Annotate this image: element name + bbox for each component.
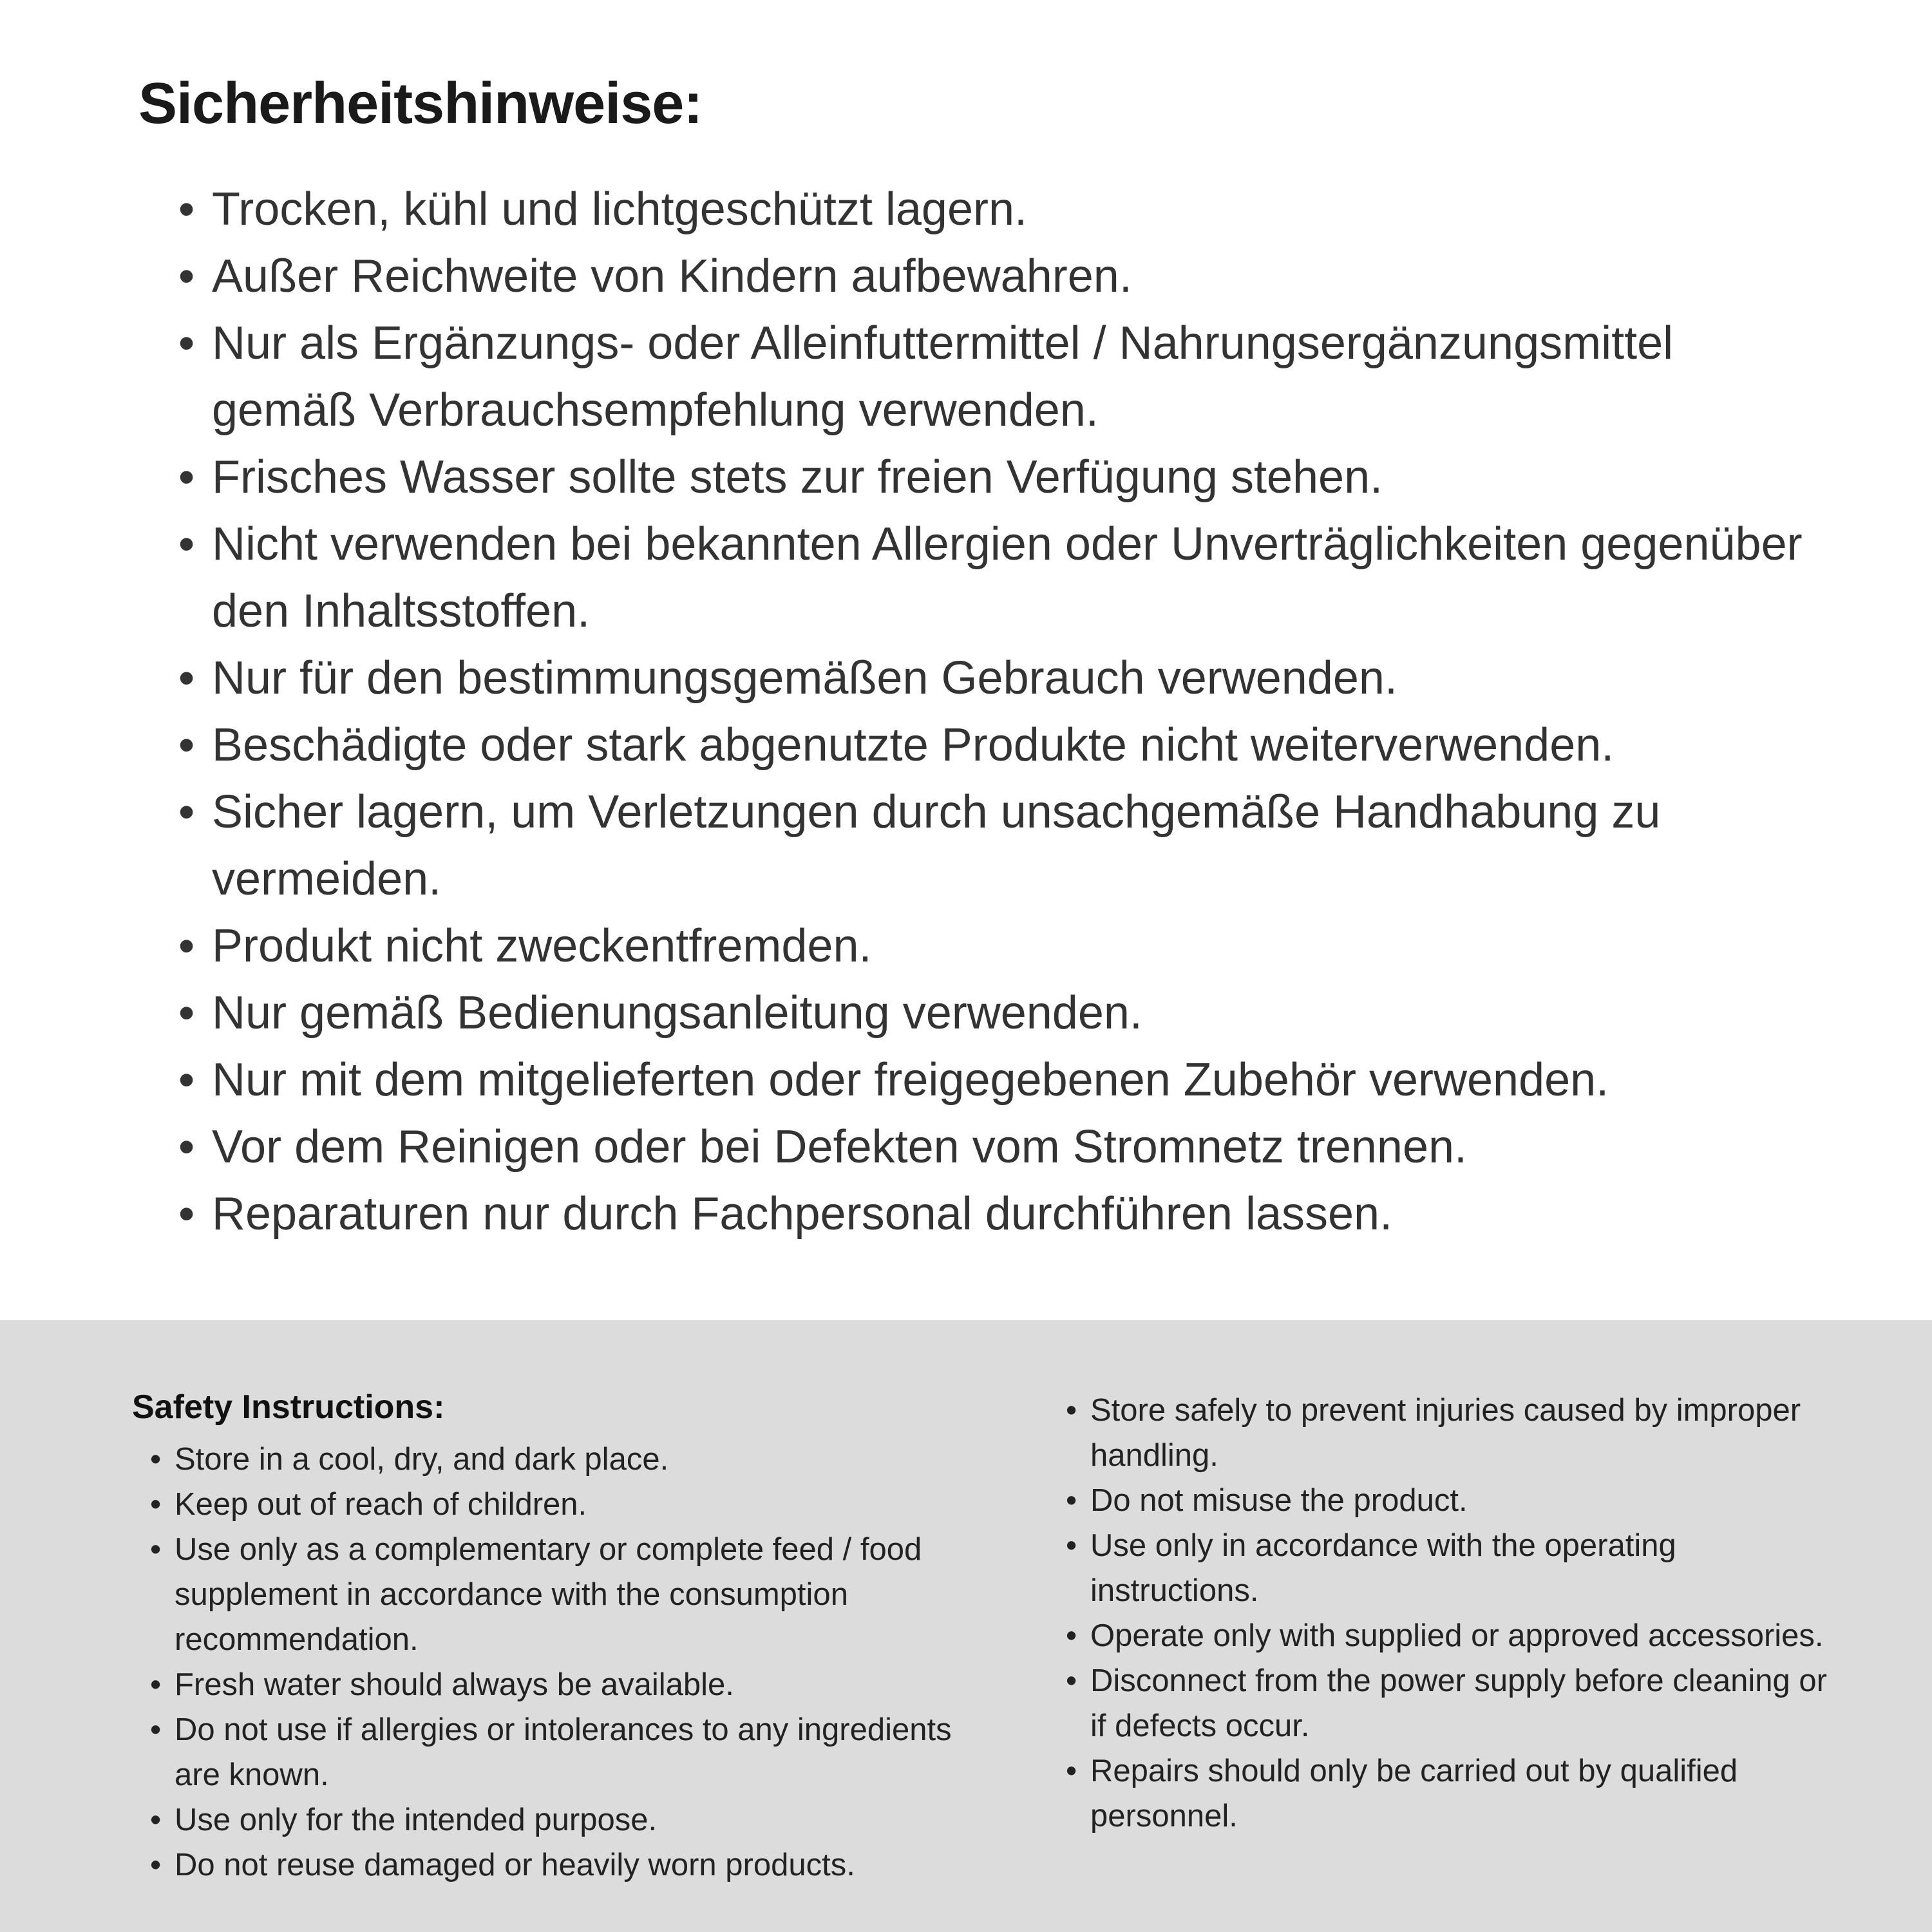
list-item bbox=[178, 444, 1814, 511]
list-item-text: Frisches Wasser sollte stets zur freien Verfügung stehen. bbox=[212, 451, 1383, 503]
bullet-marker: • bbox=[150, 1848, 162, 1882]
list-item bbox=[150, 1437, 998, 1482]
list-item bbox=[178, 1046, 1814, 1113]
english-left-column bbox=[132, 1388, 998, 1888]
bullet-marker: • bbox=[178, 1054, 195, 1106]
english-safety-list-left bbox=[150, 1437, 998, 1888]
bullet-marker: • bbox=[178, 786, 195, 838]
list-item bbox=[178, 779, 1814, 913]
list-item bbox=[178, 243, 1814, 310]
list-item bbox=[150, 1797, 998, 1842]
bullet-marker: • bbox=[150, 1532, 162, 1567]
list-item-text: Trocken, kühl und lichtgeschützt lagern. bbox=[212, 184, 1028, 235]
list-item-text: Store in a cool, dry, and dark place. bbox=[175, 1442, 669, 1477]
bullet-marker: • bbox=[178, 987, 195, 1039]
list-item-text: Produkt nicht zweckentfremden. bbox=[212, 920, 872, 972]
bullet-marker: • bbox=[178, 1188, 195, 1240]
bullet-marker: • bbox=[150, 1667, 162, 1702]
list-item bbox=[1066, 1613, 1848, 1658]
list-item bbox=[178, 511, 1814, 645]
list-item bbox=[178, 913, 1814, 980]
list-item-text: Nicht verwenden bei bekannten Allergien oder Unverträglichkeiten gegenüber den Inhaltsstoffen. bbox=[212, 518, 1803, 637]
list-item bbox=[178, 712, 1814, 779]
list-item bbox=[178, 310, 1814, 444]
list-item-text: Außer Reichweite von Kindern aufbewahren. bbox=[212, 251, 1132, 302]
list-item-text: Repairs should only be carried out by qualified personnel. bbox=[1090, 1754, 1738, 1833]
bullet-marker: • bbox=[178, 1121, 195, 1173]
bullet-marker: • bbox=[1066, 1393, 1077, 1428]
list-item-text: Operate only with supplied or approved accessories. bbox=[1090, 1618, 1824, 1653]
list-item-text: Nur als Ergänzungs- oder Alleinfuttermittel / Nahrungsergänzungsmittel gemäß Verbrauchsempfehlung verwenden. bbox=[212, 317, 1674, 436]
list-item bbox=[178, 1180, 1814, 1247]
list-item bbox=[150, 1842, 998, 1888]
bullet-marker: • bbox=[178, 652, 195, 704]
safety-notes-english-section bbox=[0, 1320, 1932, 1932]
list-item bbox=[1066, 1388, 1848, 1478]
bullet-marker: • bbox=[178, 920, 195, 972]
list-item-text: Sicher lagern, um Verletzungen durch unsachgemäße Handhabung zu vermeiden. bbox=[212, 786, 1661, 905]
bullet-marker: • bbox=[1066, 1483, 1077, 1518]
list-item-text: Keep out of reach of children. bbox=[175, 1487, 587, 1522]
bullet-marker: • bbox=[150, 1803, 162, 1837]
bullet-marker: • bbox=[178, 451, 195, 503]
bullet-marker: • bbox=[150, 1712, 162, 1747]
english-safety-list-right bbox=[1066, 1388, 1848, 1839]
list-item bbox=[178, 176, 1814, 243]
bullet-marker: • bbox=[178, 719, 195, 771]
german-section-title: Sicherheitshinweise: bbox=[138, 71, 703, 136]
list-item-text: Use only as a complementary or complete feed / food supplement in accordance with the consumption recommendation. bbox=[175, 1532, 922, 1657]
list-item-text: Do not reuse damaged or heavily worn products. bbox=[175, 1848, 855, 1882]
list-item bbox=[1066, 1748, 1848, 1839]
list-item-text: Use only in accordance with the operating instructions. bbox=[1090, 1528, 1676, 1608]
bullet-marker: • bbox=[178, 184, 195, 235]
list-item-text: Disconnect from the power supply before cleaning or if defects occur. bbox=[1090, 1663, 1827, 1743]
bullet-marker: • bbox=[178, 251, 195, 302]
bullet-marker: • bbox=[1066, 1618, 1077, 1653]
list-item-text: Vor dem Reinigen oder bei Defekten vom Stromnetz trennen. bbox=[212, 1121, 1468, 1173]
list-item bbox=[150, 1707, 998, 1797]
english-section-title: Safety Instructions: bbox=[132, 1388, 445, 1426]
bullet-marker: • bbox=[178, 518, 195, 570]
german-safety-list bbox=[178, 176, 1814, 1247]
list-item bbox=[1066, 1478, 1848, 1523]
list-item bbox=[1066, 1658, 1848, 1748]
bullet-marker: • bbox=[1066, 1528, 1077, 1563]
bullet-marker: • bbox=[150, 1442, 162, 1477]
list-item bbox=[178, 980, 1814, 1046]
list-item-text: Do not use if allergies or intolerances to any ingredients are known. bbox=[175, 1712, 952, 1792]
list-item bbox=[150, 1527, 998, 1662]
list-item-text: Use only for the intended purpose. bbox=[175, 1803, 658, 1837]
list-item-text: Nur für den bestimmungsgemäßen Gebrauch verwenden. bbox=[212, 652, 1397, 704]
bullet-marker: • bbox=[1066, 1754, 1077, 1788]
list-item bbox=[1066, 1523, 1848, 1613]
bullet-marker: • bbox=[150, 1487, 162, 1522]
list-item bbox=[150, 1662, 998, 1707]
list-item-text: Beschädigte oder stark abgenutzte Produkte nicht weiterverwenden. bbox=[212, 719, 1615, 771]
bullet-marker: • bbox=[1066, 1663, 1077, 1698]
list-item-text: Store safely to prevent injuries caused by improper handling. bbox=[1090, 1393, 1801, 1473]
list-item bbox=[178, 645, 1814, 712]
english-right-column bbox=[1066, 1388, 1848, 1839]
list-item-text: Reparaturen nur durch Fachpersonal durchführen lassen. bbox=[212, 1188, 1393, 1240]
list-item-text: Do not misuse the product. bbox=[1090, 1483, 1468, 1518]
bullet-marker: • bbox=[178, 317, 195, 369]
list-item bbox=[178, 1113, 1814, 1180]
list-item bbox=[150, 1482, 998, 1527]
list-item-text: Nur gemäß Bedienungsanleitung verwenden. bbox=[212, 987, 1142, 1039]
list-item-text: Fresh water should always be available. bbox=[175, 1667, 734, 1702]
list-item-text: Nur mit dem mitgelieferten oder freigegebenen Zubehör verwenden. bbox=[212, 1054, 1609, 1106]
